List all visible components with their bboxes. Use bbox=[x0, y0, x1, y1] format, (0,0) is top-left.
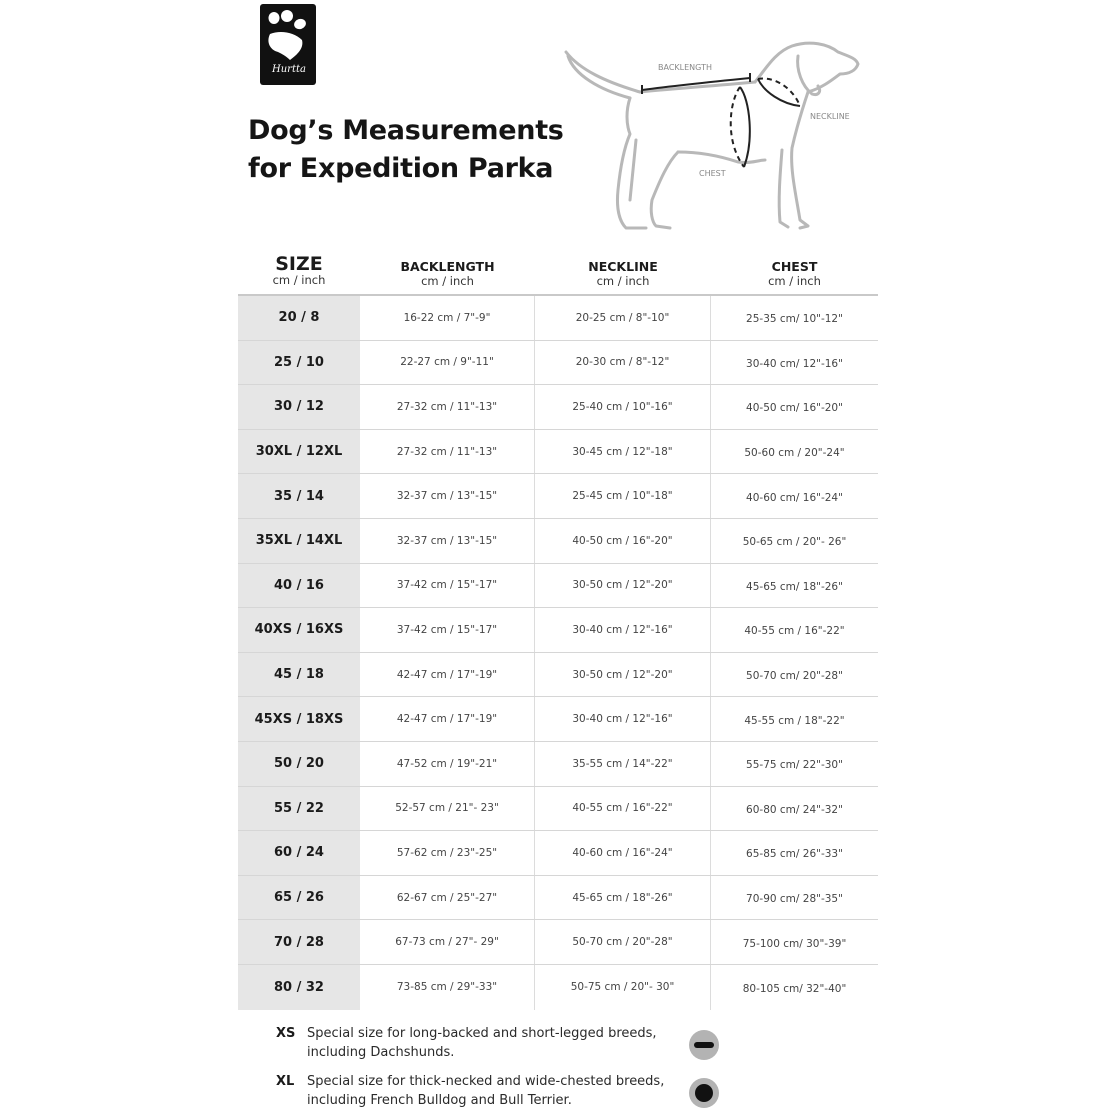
size-cell: 45XS / 18XS bbox=[238, 697, 360, 741]
table-row bbox=[238, 341, 878, 386]
table-row bbox=[238, 385, 878, 430]
table-row bbox=[238, 653, 878, 698]
size-cell: 40 / 16 bbox=[238, 564, 360, 608]
note-text: Special size for thick-necked and wide-chested breeds, including French Bulldog and Bull Terrier. bbox=[307, 1074, 665, 1108]
chest-cell: 75-100 cm/ 30"-39" bbox=[742, 937, 847, 950]
backlength-cell: 52-57 cm / 21"- 23" bbox=[360, 787, 535, 831]
neckline-cell: 25-45 cm / 10"-18" bbox=[535, 474, 711, 518]
note-code: XS bbox=[276, 1026, 296, 1041]
chest-cell: 40-60 cm/ 16"-24" bbox=[746, 491, 843, 504]
table-row bbox=[238, 742, 878, 787]
table-row bbox=[238, 787, 878, 832]
chest-cell: 50-70 cm/ 20"-28" bbox=[746, 670, 843, 683]
chest-cell: 55-75 cm/ 22"-30" bbox=[746, 759, 843, 772]
neckline-cell: 25-40 cm / 10"-16" bbox=[535, 385, 711, 429]
table-row bbox=[238, 697, 878, 742]
backlength-cell: 32-37 cm / 13"-15" bbox=[360, 474, 535, 518]
backlength-cell: 37-42 cm / 15"-17" bbox=[360, 564, 535, 608]
table-row bbox=[238, 430, 878, 475]
size-cell: 25 / 10 bbox=[238, 341, 360, 385]
title-line-1: Dog’s Measurements bbox=[248, 115, 564, 146]
size-cell: 35 / 14 bbox=[238, 474, 360, 518]
backlength-cell: 32-37 cm / 13"-15" bbox=[360, 519, 535, 563]
table-row bbox=[238, 876, 878, 921]
backlength-cell: 37-42 cm / 15"-17" bbox=[360, 608, 535, 652]
title-line-2: for Expedition Parka bbox=[248, 153, 554, 184]
chest-cell: 40-50 cm/ 16"-20" bbox=[746, 402, 843, 415]
chest-cell: 40-55 cm / 16"-22" bbox=[744, 625, 845, 638]
backlength-cell: 22-27 cm / 9"-11" bbox=[360, 341, 535, 385]
label-chest: CHEST bbox=[699, 169, 726, 178]
backlength-cell: 67-73 cm / 27"- 29" bbox=[360, 920, 535, 964]
size-notes bbox=[276, 1024, 736, 1116]
dash-badge-icon bbox=[689, 1030, 719, 1060]
backlength-cell: 27-32 cm / 11"-13" bbox=[360, 385, 535, 429]
size-cell: 30XL / 12XL bbox=[238, 430, 360, 474]
chest-cell: 45-55 cm / 18"-22" bbox=[744, 714, 845, 727]
size-chart-table bbox=[238, 250, 878, 1010]
size-cell: 65 / 26 bbox=[238, 876, 360, 920]
table-row bbox=[238, 831, 878, 876]
chest-cell: 65-85 cm/ 26"-33" bbox=[746, 848, 843, 861]
note-xl bbox=[276, 1072, 736, 1116]
chest-cell: 45-65 cm/ 18"-26" bbox=[746, 580, 843, 593]
dog-outline-icon bbox=[560, 30, 880, 240]
chest-cell: 80-105 cm/ 32"-40" bbox=[742, 982, 847, 995]
chest-cell: 50-60 cm / 20"-24" bbox=[744, 447, 845, 460]
size-cell: 50 / 20 bbox=[238, 742, 360, 786]
backlength-cell: 73-85 cm / 29"-33" bbox=[360, 965, 535, 1010]
dot-badge-icon bbox=[689, 1078, 719, 1108]
neckline-cell: 30-45 cm / 12"-18" bbox=[535, 430, 711, 474]
chest-cell: 60-80 cm/ 24"-32" bbox=[746, 803, 843, 816]
header-size: SIZE cm / inch bbox=[272, 253, 326, 287]
backlength-cell: 42-47 cm / 17"-19" bbox=[360, 653, 535, 697]
chest-cell: 30-40 cm/ 12"-16" bbox=[746, 357, 843, 370]
neckline-cell: 30-40 cm / 12"-16" bbox=[535, 697, 711, 741]
header-neckline: NECKLINE cm / inch bbox=[588, 259, 658, 288]
neckline-cell: 40-50 cm / 16"-20" bbox=[535, 519, 711, 563]
header-chest: CHEST cm / inch bbox=[768, 259, 821, 288]
chest-cell: 50-65 cm / 20"- 26" bbox=[742, 536, 847, 549]
dog-measurement-diagram bbox=[560, 30, 880, 244]
note-text: Special size for long-backed and short-legged breeds, including Dachshunds. bbox=[307, 1026, 657, 1060]
size-cell: 80 / 32 bbox=[238, 965, 360, 1010]
neckline-cell: 30-50 cm / 12"-20" bbox=[535, 564, 711, 608]
neckline-cell: 50-70 cm / 20"-28" bbox=[535, 920, 711, 964]
neckline-cell: 20-30 cm / 8"-12" bbox=[535, 341, 711, 385]
label-backlength: BACKLENGTH bbox=[658, 63, 712, 72]
logo-wordmark: Hurtta bbox=[272, 64, 306, 75]
table-row bbox=[238, 519, 878, 564]
table-row bbox=[238, 965, 878, 1010]
table-body bbox=[238, 296, 878, 1010]
size-cell: 55 / 22 bbox=[238, 787, 360, 831]
backlength-cell: 57-62 cm / 23"-25" bbox=[360, 831, 535, 875]
neckline-cell: 30-40 cm / 12"-16" bbox=[535, 608, 711, 652]
table-row bbox=[238, 296, 878, 341]
size-cell: 30 / 12 bbox=[238, 385, 360, 429]
neckline-cell: 40-55 cm / 16"-22" bbox=[535, 787, 711, 831]
table-row bbox=[238, 564, 878, 609]
size-cell: 20 / 8 bbox=[238, 296, 360, 340]
size-cell: 60 / 24 bbox=[238, 831, 360, 875]
backlength-cell: 62-67 cm / 25"-27" bbox=[360, 876, 535, 920]
table-header bbox=[238, 250, 878, 296]
backlength-cell: 16-22 cm / 7"-9" bbox=[360, 296, 535, 340]
size-cell: 40XS / 16XS bbox=[238, 608, 360, 652]
brand-logo bbox=[260, 4, 316, 85]
backlength-cell: 27-32 cm / 11"-13" bbox=[360, 430, 535, 474]
size-cell: 45 / 18 bbox=[238, 653, 360, 697]
neckline-cell: 50-75 cm / 20"- 30" bbox=[535, 965, 711, 1010]
neckline-cell: 35-55 cm / 14"-22" bbox=[535, 742, 711, 786]
note-code: XL bbox=[276, 1074, 295, 1089]
neckline-cell: 20-25 cm / 8"-10" bbox=[535, 296, 711, 340]
table-row bbox=[238, 474, 878, 519]
table-row bbox=[238, 920, 878, 965]
table-row bbox=[238, 608, 878, 653]
neckline-cell: 40-60 cm / 16"-24" bbox=[535, 831, 711, 875]
page-title bbox=[248, 112, 564, 188]
note-xs bbox=[276, 1024, 736, 1072]
neckline-cell: 45-65 cm / 18"-26" bbox=[535, 876, 711, 920]
header-backlength: BACKLENGTH cm / inch bbox=[400, 259, 495, 288]
chest-cell: 25-35 cm/ 10"-12" bbox=[746, 313, 843, 326]
size-cell: 35XL / 14XL bbox=[238, 519, 360, 563]
neckline-cell: 30-50 cm / 12"-20" bbox=[535, 653, 711, 697]
label-neckline: NECKLINE bbox=[810, 112, 850, 121]
chest-cell: 70-90 cm/ 28"-35" bbox=[746, 893, 843, 906]
backlength-cell: 42-47 cm / 17"-19" bbox=[360, 697, 535, 741]
size-cell: 70 / 28 bbox=[238, 920, 360, 964]
backlength-cell: 47-52 cm / 19"-21" bbox=[360, 742, 535, 786]
